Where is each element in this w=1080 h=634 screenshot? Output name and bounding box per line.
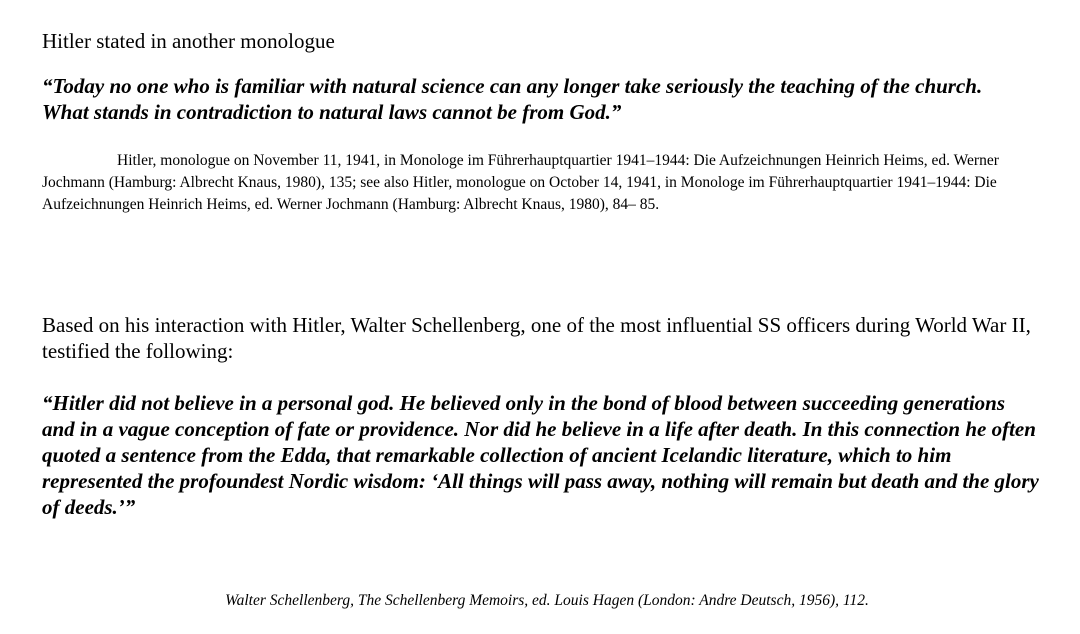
intro-text-2: Based on his interaction with Hitler, Walter Schellenberg, one of the most influential SS officers during World War II, testified the following: [42, 313, 1031, 363]
citation-1: Hitler, monologue on November 11, 1941, in Monologe im Führerhauptquartier 1941–1944: Die Aufzeichnungen Heinrich Heims, ed. Werner Jochmann (Hamburg: Albrecht Knaus, 1980), 135; see also Hitler, monologue on October 14, 1941, in Monologe im Führerhauptquartier 1941–1944: Die Aufzeichnungen Heinrich Heims, ed. Werner Jochmann (Hamburg: Albrecht Knaus, 1980), 84– 85. [42, 152, 999, 213]
quote-1: “Today no one who is familiar with natural science can any longer take seriously the teaching of the church. What stands in contradiction to natural laws cannot be from God.” [42, 74, 983, 124]
citation-2: Walter Schellenberg, The Schellenberg Memoirs, ed. Louis Hagen (London: Andre Deutsch, 1956), 112. [225, 592, 869, 609]
intro-text-1: Hitler stated in another monologue [42, 29, 335, 53]
quote-2: “Hitler did not believe in a personal god. He believed only in the bond of blood between succeeding generations and in a vague conception of fate or providence. Nor did he believe in a life after death. In this connection he often quoted a sentence from the Edda, that remarkable collection of ancient Icelandic literature, which to him represented the profoundest Nordic wisdom: ‘All things will pass away, nothing will remain but death and the glory of deeds.’” [42, 391, 1039, 519]
